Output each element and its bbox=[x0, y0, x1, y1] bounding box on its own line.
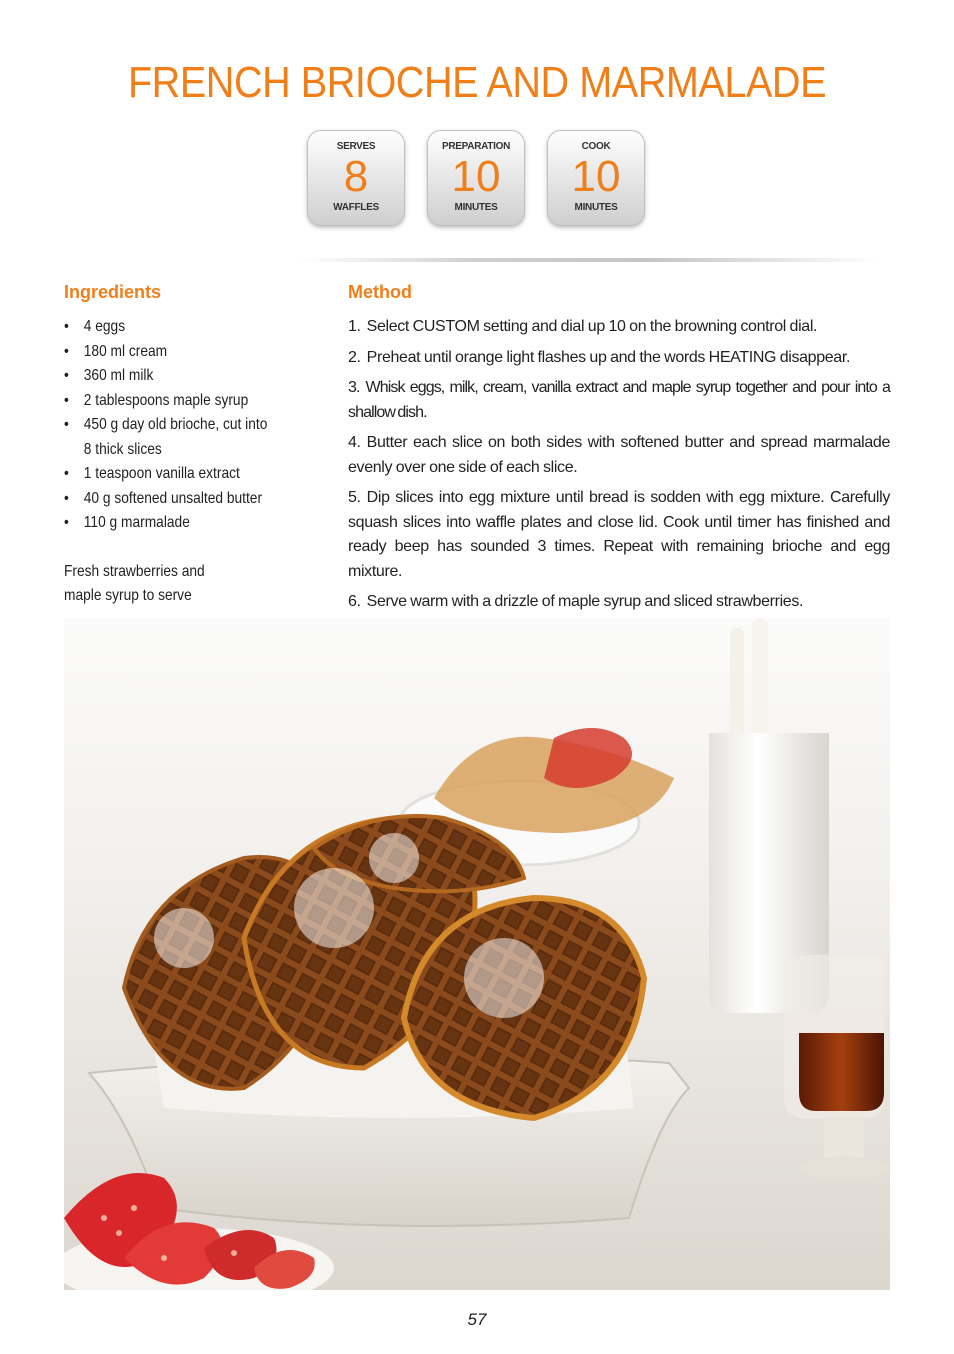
page-title: FRENCH BRIOCHE AND MARMALADE bbox=[127, 58, 827, 107]
ingredients-list bbox=[64, 315, 314, 536]
step-text: Serve warm with a drizzle of maple syrup and sliced strawberries. bbox=[366, 593, 804, 610]
serving-note: Fresh strawberries and maple syrup to serve bbox=[64, 562, 205, 604]
step-number: 6. bbox=[348, 593, 361, 610]
recipe-stats bbox=[307, 130, 645, 226]
ingredient-item: • 360 ml milk bbox=[64, 364, 270, 389]
preparation-unit: MINUTES bbox=[454, 202, 498, 213]
ingredient-item: • 2 tablespoons maple syrup bbox=[64, 389, 270, 414]
recipe-photo bbox=[64, 618, 890, 1290]
step-number: 5. bbox=[348, 489, 361, 506]
step-text: Whisk eggs, milk, cream, vanilla extract and maple syrup together and pour into a shallow dish. bbox=[348, 379, 890, 421]
step-number: 3. bbox=[348, 379, 360, 396]
serves-badge bbox=[307, 130, 405, 226]
step-number: 1. bbox=[348, 318, 361, 335]
method-step bbox=[348, 486, 890, 584]
cook-label: COOK bbox=[581, 141, 611, 152]
ingredients-section bbox=[64, 282, 314, 608]
preparation-label: PREPARATION bbox=[442, 141, 510, 152]
ingredient-item: • 40 g softened unsalted butter bbox=[64, 487, 270, 512]
cook-unit: MINUTES bbox=[574, 202, 618, 213]
ingredient-item: • 1 teaspoon vanilla extract bbox=[64, 462, 270, 487]
ingredient-item: • 180 ml cream bbox=[64, 340, 270, 365]
preparation-value: 10 bbox=[451, 152, 501, 201]
step-number: 4. bbox=[348, 434, 361, 451]
serves-unit: WAFFLES bbox=[333, 202, 379, 213]
section-divider bbox=[300, 258, 880, 262]
syrup-jug-stem bbox=[824, 1118, 864, 1158]
serves-value: 8 bbox=[343, 152, 369, 201]
step-text: Dip slices into egg mixture until bread is sodden with egg mixture. Carefully squash slices into waffle plates and close lid. Cook until timer has finished and ready beep has sounded 3 times. Repeat with remaining brioche and egg mixture. bbox=[348, 489, 890, 580]
method-step bbox=[348, 431, 890, 480]
page-number: 57 bbox=[467, 1310, 487, 1329]
step-text: Butter each slice on both sides with softened butter and spread marmalade evenly over one side of each slice. bbox=[348, 434, 890, 476]
maple-syrup bbox=[799, 1033, 884, 1111]
syrup-jug-base bbox=[799, 1156, 889, 1180]
ingredient-item: • 110 g marmalade bbox=[64, 511, 270, 536]
method-step bbox=[348, 590, 890, 615]
method-section bbox=[348, 282, 890, 621]
method-step bbox=[348, 315, 890, 340]
cook-badge bbox=[547, 130, 645, 226]
step-text: Select CUSTOM setting and dial up 10 on the browning control dial. bbox=[366, 318, 818, 335]
step-text: Preheat until orange light flashes up and the words HEATING disappear. bbox=[366, 348, 851, 366]
step-number: 2. bbox=[348, 348, 361, 366]
method-heading: Method bbox=[348, 282, 412, 302]
method-step bbox=[348, 346, 890, 371]
method-step bbox=[348, 376, 890, 425]
method-steps bbox=[348, 315, 890, 615]
ingredient-item: • 450 g day old brioche, cut into 8 thick slices bbox=[64, 413, 270, 462]
preparation-badge bbox=[427, 130, 525, 226]
serves-label: SERVES bbox=[336, 141, 376, 152]
waffles-photo-illustration bbox=[64, 618, 890, 1290]
ingredient-item: • 4 eggs bbox=[64, 315, 270, 340]
cook-value: 10 bbox=[571, 152, 621, 201]
ingredients-heading: Ingredients bbox=[64, 282, 162, 302]
